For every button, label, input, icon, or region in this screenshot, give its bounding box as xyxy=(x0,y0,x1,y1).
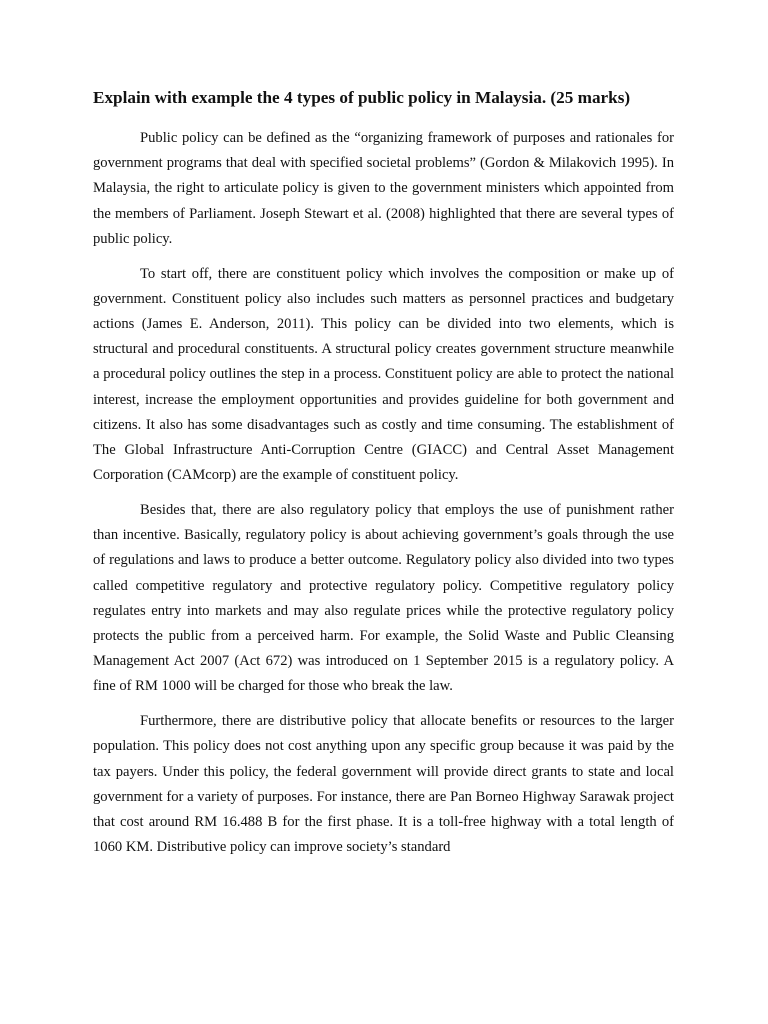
document-title: Explain with example the 4 types of public policy in Malaysia. (25 marks) xyxy=(93,88,631,107)
paragraph-intro: Public policy can be defined as the “organizing framework of purposes and rationales for government programs that deal with specified societal problems” (Gordon & Milakovich 1995). In Malaysia, the right to articulate policy is given to the government ministers which appointed from the members of Parliament. Joseph Stewart et al. (2008) highlighted that there are several types of public policy. xyxy=(93,130,674,247)
document-page xyxy=(93,86,674,870)
paragraph-constituent-policy: To start off, there are constituent policy which involves the composition or make up of government. Constituent policy also includes such matters as personnel practices and budgetary actions (James E. Anderson, 2011). This policy can be divided into two elements, which is structural and procedural constituents. A structural policy creates government structure meanwhile a procedural policy outlines the step in a process. Constituent policy are able to protect the national interest, increase the employment opportunities and provides guideline for both government and citizens. It also has some disadvantages such as costly and time consuming. The establishment of The Global Infrastructure Anti-Corruption Centre (GIACC) and Central Asset Management Corporation (CAMcorp) are the example of constituent policy. xyxy=(93,265,674,484)
paragraph-regulatory-policy: Besides that, there are also regulatory policy that employs the use of punishment rather than incentive. Basically, regulatory policy is about achieving government’s goals through the use of regulations and laws to produce a better outcome. Regulatory policy also divided into two types called competitive regulatory and protective regulatory policy. Competitive regulatory policy regulates entry into markets and may also regulate prices while the protective regulatory policy protects the public from a perceived harm. For example, the Solid Waste and Public Cleansing Management Act 2007 (Act 672) was introduced on 1 September 2015 is a regulatory policy. A fine of RM 1000 will be charged for those who break the law. xyxy=(93,502,674,695)
paragraph-distributive-policy: Furthermore, there are distributive policy that allocate benefits or resources to the larger population. This policy does not cost anything upon any specific group because it was paid by the tax payers. Under this policy, the federal government will provide direct grants to state and local government for a variety of purposes. For instance, there are Pan Borneo Highway Sarawak project that cost around RM 16.488 B for the first phase. It is a toll-free highway with a total length of 1060 KM. Distributive policy can improve society’s standard xyxy=(93,713,674,856)
